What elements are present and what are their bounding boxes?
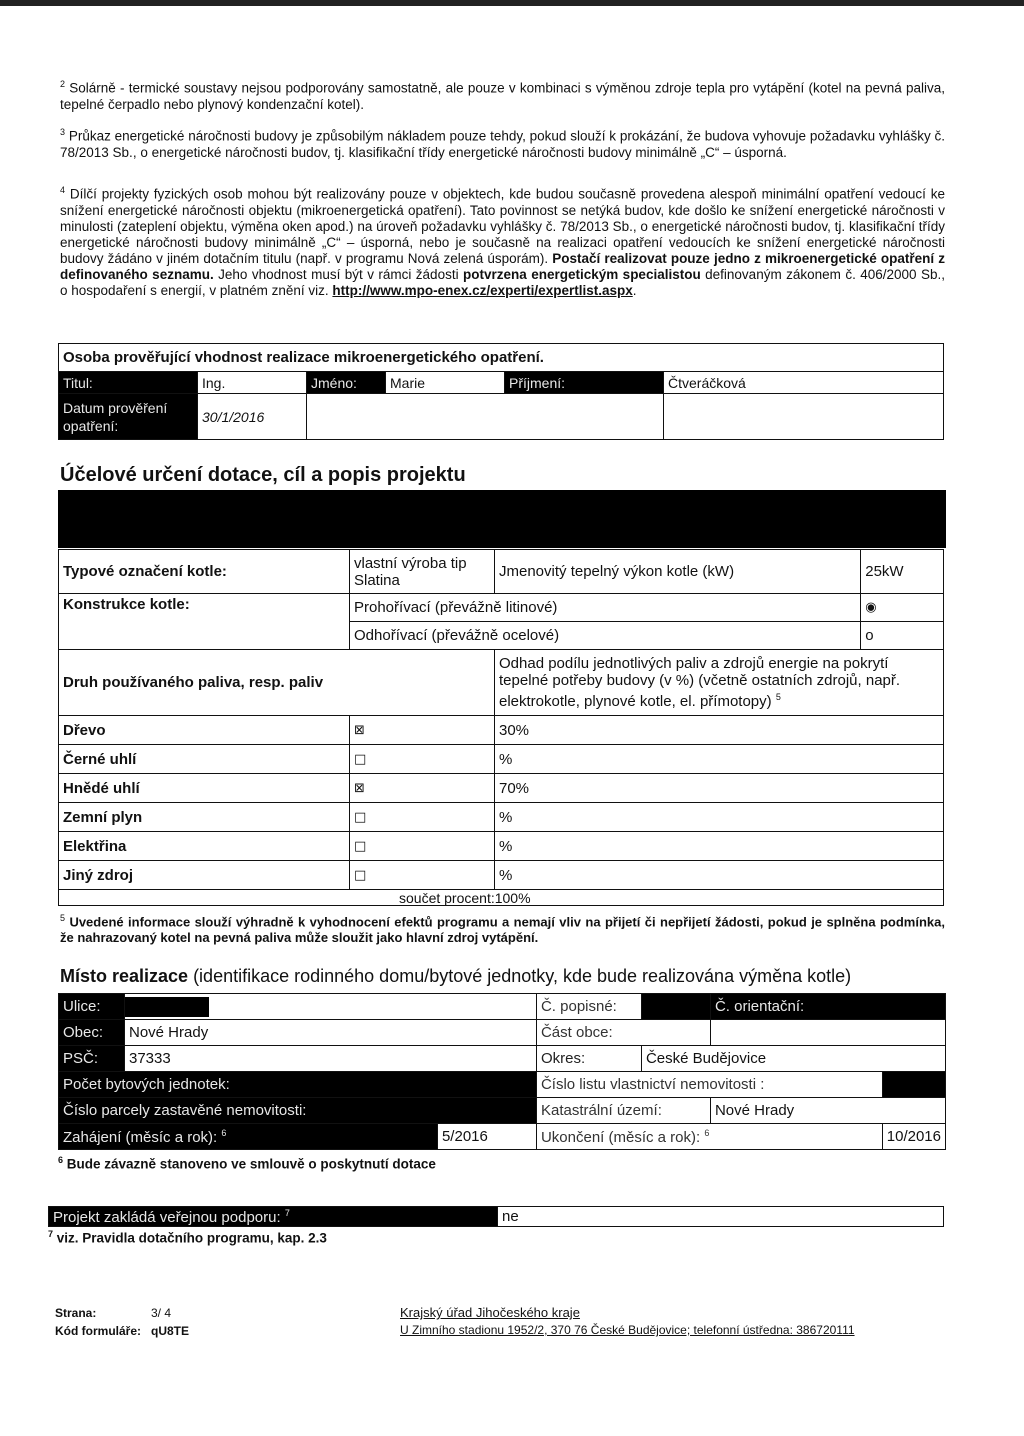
odhad-label: Odhad podílu jednotlivých paliv a zdrojů energie na pokrytí tepelné potřeby budovy (v %) (včetně ostatních zdrojů, např. elektrokotle, plynové kotle, el. přímotopy) $^5$ — [495, 650, 944, 716]
druh-label: Druh používaného paliva, resp. paliv — [59, 650, 495, 716]
pocet-label: Počet bytových jednotek: — [59, 1072, 537, 1098]
section-heading-misto: Místo realizace (identifikace rodinného domu/bytové jednotky, kde bude realizována výměna kotle) — [60, 966, 852, 986]
prijmeni-label: Příjmení: — [505, 372, 664, 394]
typ-value[interactable]: vlastní výroba tip Slatina — [350, 550, 495, 594]
footnote-2: $^2$ Solárně - termické soustavy nejsou podporovány samostatně, ale pouze v kombinaci s výměnou zdroje tepla pro vytápění (kotel na pevná paliva, tepelné čerpadlo nebo plynový kondenzační kotel). — [60, 79, 945, 112]
ulice-value[interactable] — [125, 994, 537, 1020]
jmeno-value[interactable]: Marie — [386, 372, 505, 394]
podpora-label: Projekt zakládá veřejnou podporu: $^7$ — [49, 1207, 498, 1227]
obec-value[interactable]: Nové Hrady — [125, 1020, 537, 1046]
checkbox-empty-icon[interactable]: □ — [350, 832, 495, 861]
datum-label: Datum prověření opatření: — [59, 394, 198, 440]
titul-label: Titul: — [59, 372, 198, 394]
scan-top-border — [0, 0, 1024, 6]
footnote-6: $^6$ Bude závazně stanoveno ve smlouvě o poskytnutí dotace — [58, 1155, 436, 1172]
footnote-7: $^7$ viz. Pravidla dotačního programu, kap. 2.3 — [48, 1229, 327, 1246]
obec-label: Obec: — [59, 1020, 125, 1046]
konstrukce-option-label: Prohořívací (převážně litinové) — [350, 594, 861, 622]
misto-table — [58, 993, 946, 1150]
checkbox-empty-icon[interactable]: □ — [350, 803, 495, 832]
psc-label: PSČ: — [59, 1046, 125, 1072]
verifier-title: Osoba prověřující vhodnost realizace mikroenergetického opatření. — [59, 344, 944, 372]
verifier-table — [58, 343, 944, 440]
typ-label: Typové označení kotle: — [59, 550, 350, 594]
psc-value[interactable]: 37333 — [125, 1046, 537, 1072]
footer-office: Krajský úřad Jihočeského kraje — [400, 1305, 580, 1320]
checkbox-empty-icon[interactable]: □ — [350, 745, 495, 774]
fuel-row: Jiný zdroj □ % — [59, 861, 944, 890]
fuel-row: Hnědé uhlí ⊠ 70% — [59, 774, 944, 803]
redacted-description-block — [58, 490, 946, 548]
konstrukce-option-label: Odhořívací (převážně ocelové) — [350, 622, 861, 650]
ukonceni-label: Ukončení (měsíc a rok): $^6$ — [536, 1124, 882, 1150]
fuel-percent[interactable]: % — [495, 745, 944, 774]
fuel-percent[interactable]: % — [495, 803, 944, 832]
footnote-4: $^4$ Dílčí projekty fyzických osob mohou být realizovány pouze v objektech, kde budou současně provedena alespoň minimální opatření vedoucí ke snížení energetické náročnosti objektu (mikroenergetická opatření). Tato povinnost se netýká budov, kde došlo ke snížení energetické náročnosti v minulosti (zateplení objektu, výměna oken apod.) na úroveň požadavku vyhlášky č. 78/2013 Sb., o energetické náročnosti budov, tj. klasifikační třídy energetické náročnosti budovy minimálně „C“ – úsporná, nebo je současně na realizaci opatření vedoucích ke snížení energetické náročnosti budovy žádáno v jiném dotačním titulu (např. v programu Nová zelená úsporám). Postačí realizovat pouze jedno z mikroenergetické opatření z definovaného seznamu. Jeho vhodnost musí být v rámci žádosti potvrzena energetickým specialistou definovaným zákonem č. 406/2000 Sb., o hospodaření s energií, v platném znění viz. http://www.mpo-enex.cz/experti/expertlist.aspx. — [60, 185, 946, 298]
vykon-label: Jmenovitý tepelný výkon kotle (kW) — [495, 550, 861, 594]
cast-label: Část obce: — [536, 1020, 710, 1046]
okres-label: Okres: — [536, 1046, 641, 1072]
titul-value[interactable]: Ing. — [198, 372, 307, 394]
empty-cell — [307, 394, 664, 440]
percent-sum: součet procent:100% — [59, 890, 944, 906]
lv-label: Číslo listu vlastnictví nemovitosti : — [536, 1072, 882, 1098]
empty-cell — [664, 394, 944, 440]
fuel-row: Zemní plyn □ % — [59, 803, 944, 832]
zahajeni-label: Zahájení (měsíc a rok): $^6$ — [59, 1124, 438, 1150]
fuel-row: Elektřina □ % — [59, 832, 944, 861]
ku-label: Katastrální území: — [536, 1098, 710, 1124]
cast-value[interactable] — [710, 1020, 945, 1046]
redacted-field — [125, 997, 209, 1017]
radio-selected-icon[interactable]: ◉ — [861, 594, 944, 622]
redacted-field — [882, 1072, 945, 1098]
expert-list-link[interactable]: http://www.mpo-enex.cz/experti/expertlist.aspx — [332, 282, 633, 298]
prijmeni-value[interactable]: Čtveráčková — [664, 372, 944, 394]
jmeno-label: Jméno: — [307, 372, 386, 394]
fuel-row: Černé uhlí □ % — [59, 745, 944, 774]
radio-empty-icon[interactable]: o — [861, 622, 944, 650]
datum-value[interactable]: 30/1/2016 — [198, 394, 307, 440]
zahajeni-value[interactable]: 5/2016 — [437, 1124, 536, 1150]
fuel-percent[interactable]: % — [495, 861, 944, 890]
footer-address: U Zimního stadionu 1952/2, 370 76 České Budějovice; telefonní ústředna: 386720111 — [400, 1323, 855, 1337]
podpora-table — [48, 1206, 944, 1227]
checkbox-checked-icon[interactable]: ⊠ — [350, 716, 495, 745]
checkbox-checked-icon[interactable]: ⊠ — [350, 774, 495, 803]
parcela-label: Číslo parcely zastavěné nemovitosti: — [59, 1098, 537, 1124]
ulice-label: Ulice: — [59, 994, 125, 1020]
podpora-value[interactable]: ne — [498, 1207, 944, 1227]
ukonceni-value[interactable]: 10/2016 — [882, 1124, 945, 1150]
corientacni-label: Č. orientační: — [710, 994, 945, 1020]
redacted-field — [641, 994, 710, 1020]
okres-value[interactable]: České Budějovice — [641, 1046, 945, 1072]
fuel-row: Dřevo ⊠ 30% — [59, 716, 944, 745]
ku-value[interactable]: Nové Hrady — [710, 1098, 945, 1124]
konstrukce-label: Konstrukce kotle: — [59, 594, 350, 650]
fuel-percent[interactable]: % — [495, 832, 944, 861]
footer-form-code: Kód formuláře: qU8TE — [55, 1324, 190, 1338]
checkbox-empty-icon[interactable]: □ — [350, 861, 495, 890]
cpopisne-label: Č. popisné: — [536, 994, 641, 1020]
fuel-percent[interactable]: 70% — [495, 774, 944, 803]
footer-page: Strana: 3/ 4 — [55, 1306, 172, 1320]
section-heading-ucel: Účelové určení dotace, cíl a popis projektu — [60, 464, 466, 486]
kotel-table — [58, 549, 944, 906]
footnote-5: $^5$ Uvedené informace slouží výhradně k vyhodnocení efektů programu a nemají vliv na přijetí či nepřijetí žádosti, pokud je splněna podmínka, že nahrazovaný kotel na pevná paliva může sloužit jako hlavní zdroj vytápění. — [60, 913, 945, 946]
fuel-percent[interactable]: 30% — [495, 716, 944, 745]
footnote-3: $^3$ Průkaz energetické náročnosti budovy je způsobilým nákladem pouze tehdy, pokud slouží k prokázání, že budova vyhovuje požadavku vyhlášky č. 78/2013 Sb., o energetické náročnosti budov, tj. klasifikační třídy energetické náročnosti budovy minimálně „C“ – úsporná. — [60, 127, 945, 160]
vykon-value[interactable]: 25kW — [861, 550, 944, 594]
